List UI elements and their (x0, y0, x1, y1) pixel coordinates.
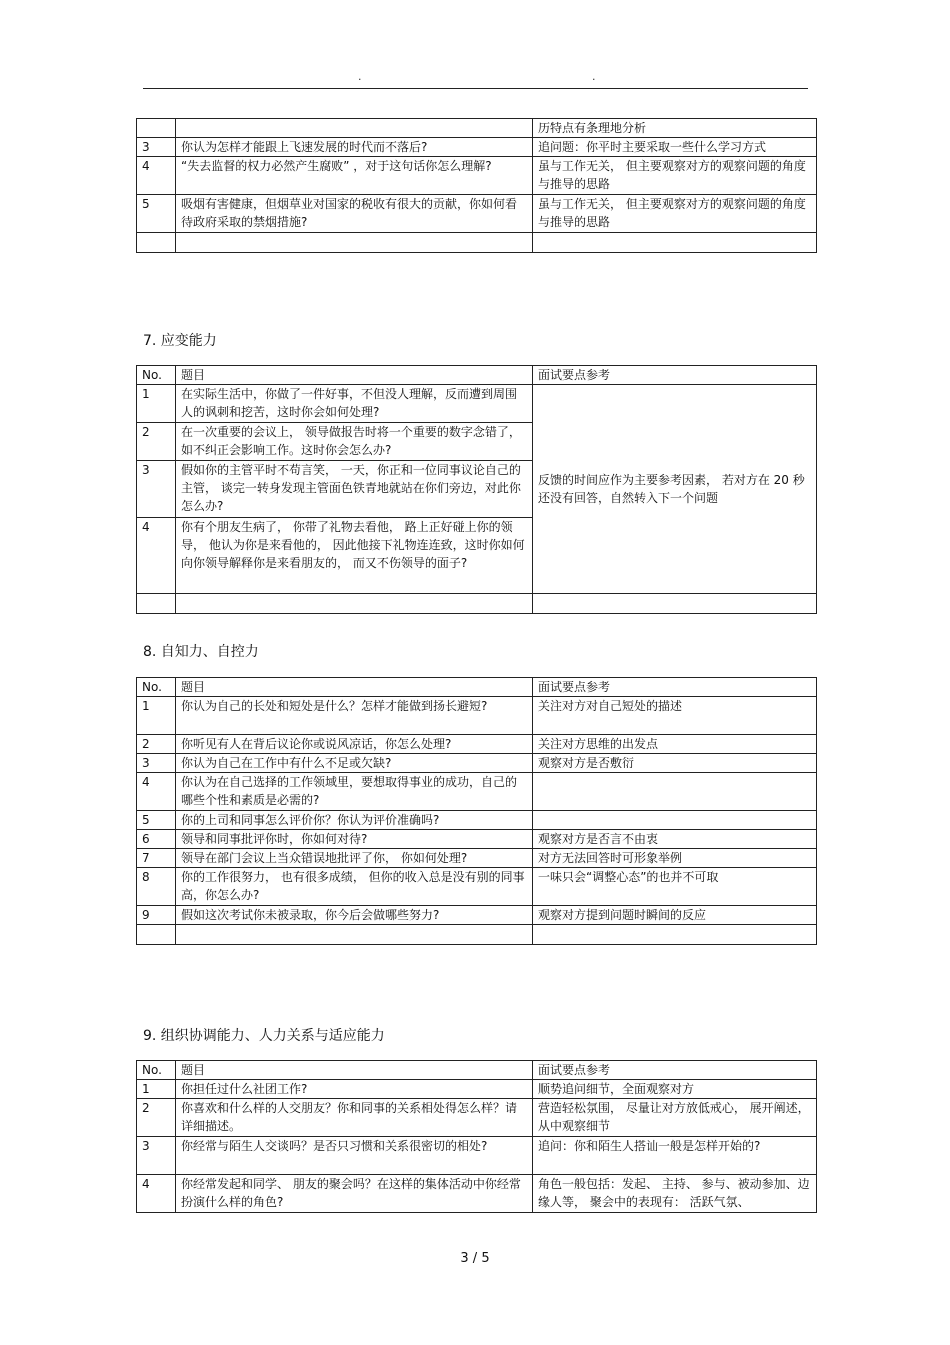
cell-reference: 一味只会“调整心态”的也并不可取 (533, 868, 817, 906)
cell-question: 你担任过什么社团工作? (176, 1080, 533, 1099)
cell-question (176, 925, 533, 945)
cell-reference-shared: 反馈的时间应作为主要参考因素， 若对方在 20 秒还没有回答，自然转入下一个问题 (533, 385, 817, 594)
cell-no: 3 (137, 461, 176, 518)
header-question: 题目 (176, 366, 533, 385)
cell-question: 你认为怎样才能跟上飞速发展的时代而不落后? (176, 138, 533, 157)
table-row (137, 925, 817, 945)
table-row (137, 906, 817, 925)
cell-question: 你有个朋友生病了， 你带了礼物去看他， 路上正好碰上你的领导， 他认为你是来看他的， 因此他接下礼物连连致，这时你如何向你领导解释你是来看朋友的， 而又不伤领导的面子? (176, 518, 533, 594)
table-row (137, 830, 817, 849)
table-row (137, 1137, 817, 1175)
cell-reference: 关注对方思维的出发点 (533, 735, 817, 754)
table-row (137, 1099, 817, 1137)
table-row (137, 138, 817, 157)
cell-no: 7 (137, 849, 176, 868)
table-row (137, 697, 817, 735)
cell-question (176, 119, 533, 138)
cell-question: 你经常与陌生人交谈吗？是否只习惯和关系很密切的相处? (176, 1137, 533, 1175)
cell-no: 5 (137, 811, 176, 830)
cell-question: 你认为自己的长处和短处是什么？怎样才能做到扬长避短? (176, 697, 533, 735)
cell-no (137, 119, 176, 138)
cell-reference: 历特点有条理地分析 (533, 119, 817, 138)
cell-no: 4 (137, 518, 176, 594)
cell-no: 6 (137, 830, 176, 849)
table-header-row (137, 678, 817, 697)
table-section-8 (136, 677, 817, 945)
table-row (137, 849, 817, 868)
cell-reference: 虽与工作无关， 但主要观察对方的观察问题的角度与推导的思路 (533, 157, 817, 195)
cell-no: 8 (137, 868, 176, 906)
header-rule (143, 88, 808, 89)
cell-reference: 观察对方是否言不由衷 (533, 830, 817, 849)
table-row (137, 195, 817, 233)
table-top (136, 118, 817, 253)
cell-no: 4 (137, 1175, 176, 1213)
table-header-row (137, 366, 817, 385)
table-header-row (137, 1061, 817, 1080)
header-dot-left: . (358, 70, 362, 83)
header-reference: 面试要点参考 (533, 678, 817, 697)
cell-no (137, 925, 176, 945)
cell-reference (533, 925, 817, 945)
cell-question: 你喜欢和什么样的人交朋友？你和同事的关系相处得怎么样？请详细描述。 (176, 1099, 533, 1137)
cell-question: 在实际生活中，你做了一件好事，不但没人理解，反而遭到周围人的讽刺和挖苦，这时你会如何处理? (176, 385, 533, 423)
table-section-7 (136, 365, 817, 614)
cell-reference (533, 811, 817, 830)
cell-question: 领导在部门会议上当众错误地批评了你， 你如何处理? (176, 849, 533, 868)
cell-no: 2 (137, 1099, 176, 1137)
header-no: No. (137, 366, 176, 385)
table-section-9 (136, 1060, 817, 1213)
cell-question: 你认为在自己选择的工作领域里，要想取得事业的成功，自己的哪些个性和素质是必需的? (176, 773, 533, 811)
header-reference: 面试要点参考 (533, 366, 817, 385)
header-question: 题目 (176, 1061, 533, 1080)
header-no: No. (137, 1061, 176, 1080)
cell-no: 1 (137, 385, 176, 423)
cell-reference: 对方无法回答时可形象举例 (533, 849, 817, 868)
cell-no: 9 (137, 906, 176, 925)
table-row (137, 1175, 817, 1213)
table-row (137, 157, 817, 195)
cell-no: 2 (137, 423, 176, 461)
cell-no (137, 233, 176, 253)
cell-no: 3 (137, 754, 176, 773)
cell-question: 吸烟有害健康，但烟草业对国家的税收有很大的贡献，你如何看待政府采取的禁烟措施? (176, 195, 533, 233)
cell-no: 4 (137, 157, 176, 195)
cell-question: 领导和同事批评你时，你如何对待? (176, 830, 533, 849)
cell-question (176, 233, 533, 253)
table-row (137, 773, 817, 811)
table-row (137, 233, 817, 253)
table-row (137, 811, 817, 830)
cell-reference (533, 594, 817, 614)
cell-no: 3 (137, 138, 176, 157)
table-row (137, 594, 817, 614)
cell-no: 5 (137, 195, 176, 233)
cell-question: 你的上司和同事怎么评价你？你认为评价准确吗? (176, 811, 533, 830)
header-dot-right: . (592, 70, 596, 83)
header-no: No. (137, 678, 176, 697)
cell-reference (533, 773, 817, 811)
cell-question: 你经常发起和同学、 朋友的聚会吗？在这样的集体活动中你经常扮演什么样的角色? (176, 1175, 533, 1213)
section-title-7: 7. 应变能力 (143, 333, 217, 349)
cell-no (137, 594, 176, 614)
table-row (137, 385, 817, 423)
cell-reference (533, 233, 817, 253)
cell-no: 1 (137, 697, 176, 735)
header-reference: 面试要点参考 (533, 1061, 817, 1080)
cell-no: 1 (137, 1080, 176, 1099)
cell-question: 假如这次考试你未被录取，你今后会做哪些努力? (176, 906, 533, 925)
table-row (137, 119, 817, 138)
cell-reference: 追问：你和陌生人搭讪一般是怎样开始的? (533, 1137, 817, 1175)
cell-question: 你听见有人在背后议论你或说风凉话，你怎么处理? (176, 735, 533, 754)
cell-question: 你的工作很努力， 也有很多成绩， 但你的收入总是没有别的同事高，你怎么办? (176, 868, 533, 906)
cell-reference: 角色一般包括：发起、 主持、 参与、被动参加、边缘人等， 聚会中的表现有： 活跃气氛、 (533, 1175, 817, 1213)
cell-question: 假如你的主管平时不苟言笑， 一天，你正和一位同事议论自己的主管， 谈完一转身发现主管面色铁青地就站在你们旁边，对此你怎么办? (176, 461, 533, 518)
cell-reference: 营造轻松氛围， 尽量让对方放低戒心， 展开阐述，从中观察细节 (533, 1099, 817, 1137)
cell-reference: 顺势追问细节，全面观察对方 (533, 1080, 817, 1099)
cell-question: “失去监督的权力必然产生腐败” ，对于这句话你怎么理解? (176, 157, 533, 195)
table-row (137, 1080, 817, 1099)
cell-no: 3 (137, 1137, 176, 1175)
table-row (137, 754, 817, 773)
cell-reference: 追问题：你平时主要采取一些什么学习方式 (533, 138, 817, 157)
cell-question: 在一次重要的会议上， 领导做报告时将一个重要的数字念错了，如不纠正会影响工作。这时你会怎么办? (176, 423, 533, 461)
cell-question: 你认为自己在工作中有什么不足或欠缺? (176, 754, 533, 773)
cell-reference: 观察对方提到问题时瞬间的反应 (533, 906, 817, 925)
table-row (137, 735, 817, 754)
page-number: 3 / 5 (460, 1251, 490, 1266)
section-title-9: 9. 组织协调能力、人力关系与适应能力 (143, 1028, 385, 1044)
table-row (137, 868, 817, 906)
cell-reference: 观察对方是否敷衍 (533, 754, 817, 773)
cell-no: 4 (137, 773, 176, 811)
cell-question (176, 594, 533, 614)
header-question: 题目 (176, 678, 533, 697)
section-title-8: 8. 自知力、自控力 (143, 644, 259, 660)
cell-reference: 虽与工作无关， 但主要观察对方的观察问题的角度与推导的思路 (533, 195, 817, 233)
cell-no: 2 (137, 735, 176, 754)
cell-reference: 关注对方对自己短处的描述 (533, 697, 817, 735)
